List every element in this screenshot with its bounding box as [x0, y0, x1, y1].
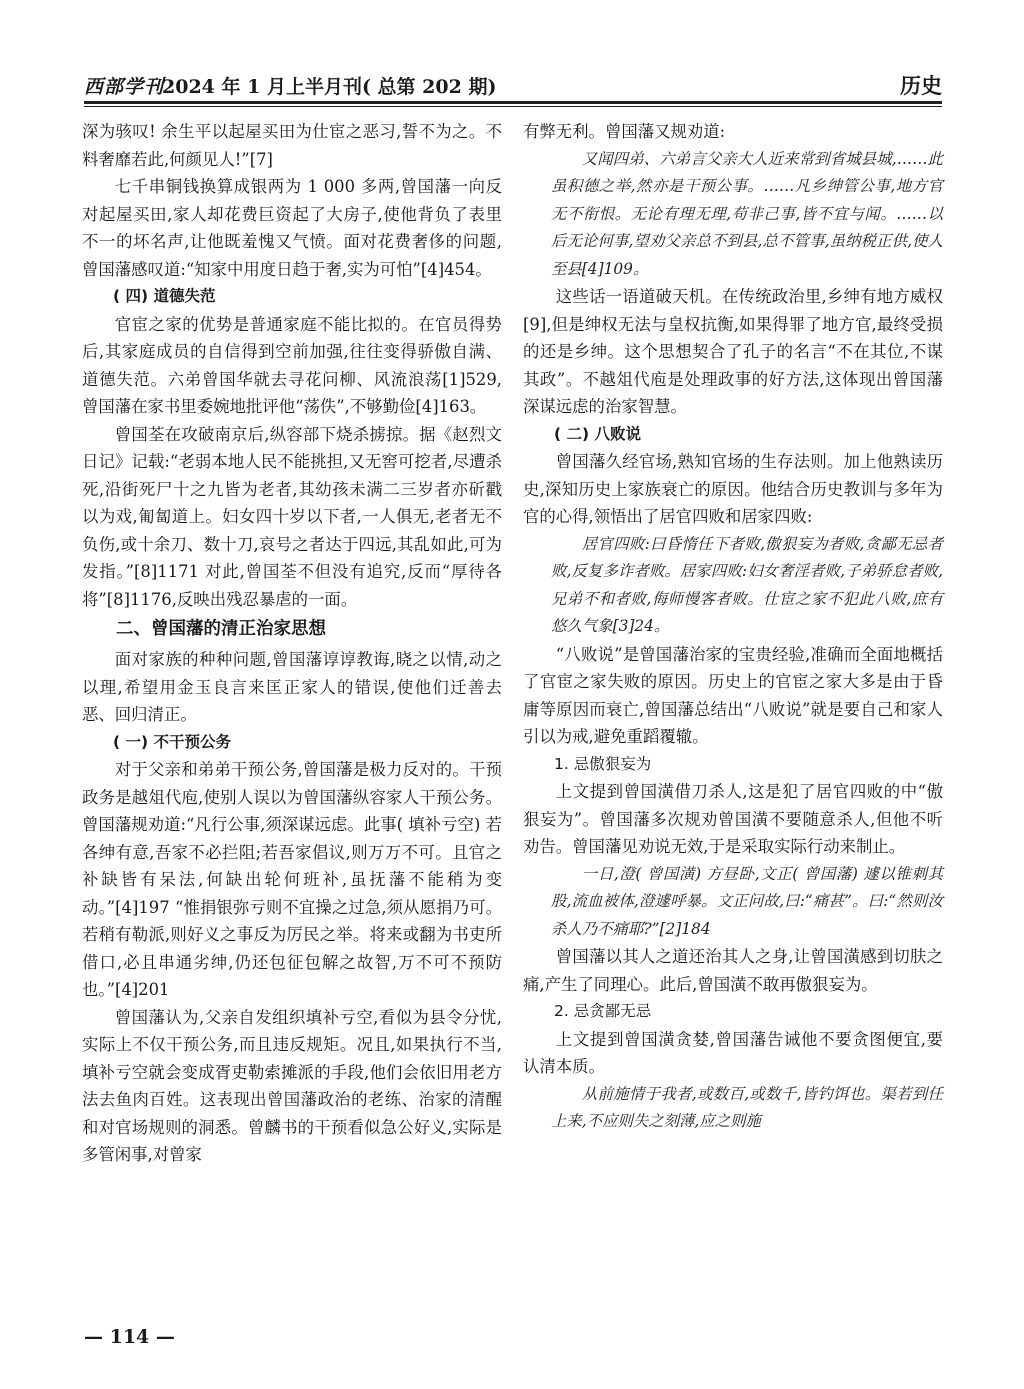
paragraph: 这些话一语道破天机。在传统政治里,乡绅有地方威权[9],但是绅权无法与皇权抗衡,如果得罪了地方官,最终受损的还是乡绅。这个思想契合了孔子的名言“不在其位,不谋其政”。不越俎代庖是处理政事的好方法,这体现出曾国藩深谋远虑的治家智慧。 — [523, 287, 943, 416]
paragraph: 曾国藩久经官场,熟知官场的生存法则。加上他熟读历史,深知历史上家族衰亡的原因。他结合历史教训与多年为官的心得,领悟出了居官四败和居家四败: — [523, 452, 943, 526]
subheading: ( 一) 不干预公务 — [113, 732, 231, 751]
paragraph: 有弊无利。曾国藩又规劝道: — [523, 122, 726, 141]
right-column — [523, 118, 943, 1136]
header-rule-thin — [84, 106, 942, 107]
subheading: 1. 忌傲狠妄为 — [554, 754, 652, 773]
block-quote: 居官四败:曰昏惰任下者败,傲狠妄为者败,贪鄙无忌者败,反复多诈者败。居家四败:妇女奢淫者败,子弟骄怠者败,兄弟不和者败,侮师慢客者败。仕宦之家不犯此八败,庶有悠久气象[3]24。 — [551, 534, 943, 635]
journal-logo: 西部学刊 — [84, 76, 165, 98]
header-rule — [84, 101, 942, 104]
paragraph: 上文提到曾国潢借刀杀人,这是犯了居官四败的中“傲狠妄为”。曾国藩多次规劝曾国潢不要随意杀人,但他不听劝告。曾国藩见劝说无效,于是采取实际行动来制止。 — [523, 782, 943, 856]
paragraph: “八败说”是曾国藩治家的宝贵经验,准确而全面地概括了官宦之家失败的原因。历史上的官宦之家大多是由于昏庸等原因而衰亡,曾国藩总结出“八败说”就是要自己和家人引以为戒,避免重蹈覆辙。 — [523, 644, 943, 746]
block-quote: 又闻四弟、六弟言父亲大人近来常到省城县城,……此虽积德之举,然亦是干预公事。……凡乡绅管公事,地方官无不衔恨。无论有理无理,苟非己事,皆不宜与闻。……以后无论何事,望劝父亲总不到县,总不管事,虽纳税正供,使人至县[4]109。 — [551, 149, 943, 278]
paragraph: 上文提到曾国潢贪婪,曾国藩告诫他不要贪图便宜,要认清本质。 — [523, 1029, 943, 1076]
left-column — [82, 118, 502, 1169]
issue-info: 2024 年 1 月上半月刊( 总第 202 期) — [162, 76, 497, 98]
section-heading: 二、曾国藩的清正治家思想 — [116, 619, 326, 639]
page-header — [84, 66, 942, 98]
paragraph: 曾国藩认为,父亲自发组织填补亏空,看似为县令分忧,实际上不仅干预公务,而且违反规矩。况且,如果执行不当,填补亏空就会变成胥吏勒索摊派的手段,他们会依旧用老方法去鱼肉百姓。这表现出曾国藩政治的老练、治家的清醒和对官场规则的洞悉。曾麟书的干预看似急公好义,实际是多管闲事,对曾家 — [82, 1007, 502, 1164]
paragraph: 曾国荃在攻破南京后,纵容部下烧杀掳掠。据《赵烈文日记》记载:“老弱本地人民不能挑担,又无窖可挖者,尽遭杀死,沿街死尸十之九皆为老者,其幼孩未满二三岁者亦斫戳以为戏,匍匐道上。妇女四十岁以下者,一人俱无,老者无不负伤,或十余刀、数十刀,哀号之者达于四远,其乱如此,可为发指。”[8]1171 对此,曾国荃不但没有追究,反而“厚待各将”[8]1176,反映出残忍暴虐的一面。 — [82, 424, 502, 609]
paragraph: 对于父亲和弟弟干预公务,曾国藩是极力反对的。干预政务是越俎代庖,使别人误以为曾国藩纵容家人干预公务。曾国藩规劝道:“凡行公事,须深谋远虑。此事( 填补亏空) 若各绅有意,吾家不必拦阻;若吾家倡议,则万万不可。且官之补缺皆有呆法,何缺出轮何班补,虽抚藩不能稍为变动。”[4]197 “惟捐银弥亏则不宜操之过急,须从愿捐乃可。若稍有勒派,则好义之事反为厉民之举。将来或翻为书吏所借口,必且串通劣绅,仍还包征包解之故智,万不可不预防也。”[4]201 — [82, 760, 502, 999]
page-number: — 114 — — [84, 1326, 175, 1348]
block-quote: 从前施情于我者,或数百,或数千,皆钓饵也。渠若到任上来,不应则失之刻薄,应之则施 — [551, 1084, 943, 1130]
paragraph: 七千串铜钱换算成银两为 1 000 多两,曾国藩一向反对起屋买田,家人却花费巨资起了大房子,使他背负了表里不一的坏名声,让他既羞愧又气愤。面对花费奢侈的问题,曾国藩感叹道:“知家中用度日趋于奢,实为可怕”[4]454。 — [82, 177, 502, 279]
paragraph: 面对家族的种种问题,曾国藩谆谆教诲,晓之以情,动之以理,希望用金玉良言来匡正家人的错误,使他们迁善去恶、回归清正。 — [82, 650, 502, 724]
paragraph: 深为骇叹! 余生平以起屋买田为仕宦之恶习,誓不为之。不料奢靡若此,何颜见人!”[7] — [82, 122, 502, 169]
paragraph: 官宦之家的优势是普通家庭不能比拟的。在官员得势后,其家庭成员的自信得到空前加强,往往变得骄傲自满、道德失范。六弟曾国华就去寻花问柳、风流浪荡[1]529,曾国藩在家书里委婉地批评他“荡佚”,不够勤俭[4]163。 — [82, 314, 502, 416]
subheading: 2. 忌贪鄙无忌 — [554, 1002, 652, 1020]
block-quote: 一日,澄( 曾国潢) 方昼卧,文正( 曾国藩) 遽以锥刺其股,流血被体,澄遽呼暴。文正问故,曰:“痛甚”。曰:“然则汝杀人乃不痛耶?”[2]184 — [551, 864, 943, 938]
subheading: ( 四) 道德失范 — [113, 287, 216, 305]
subheading: ( 二) 八败说 — [554, 424, 641, 443]
section-title: 历史 — [900, 73, 942, 98]
paragraph: 曾国藩以其人之道还治其人之身,让曾国潢感到切肤之痛,产生了同理心。此后,曾国潢不敢再傲狠妄为。 — [523, 947, 943, 994]
